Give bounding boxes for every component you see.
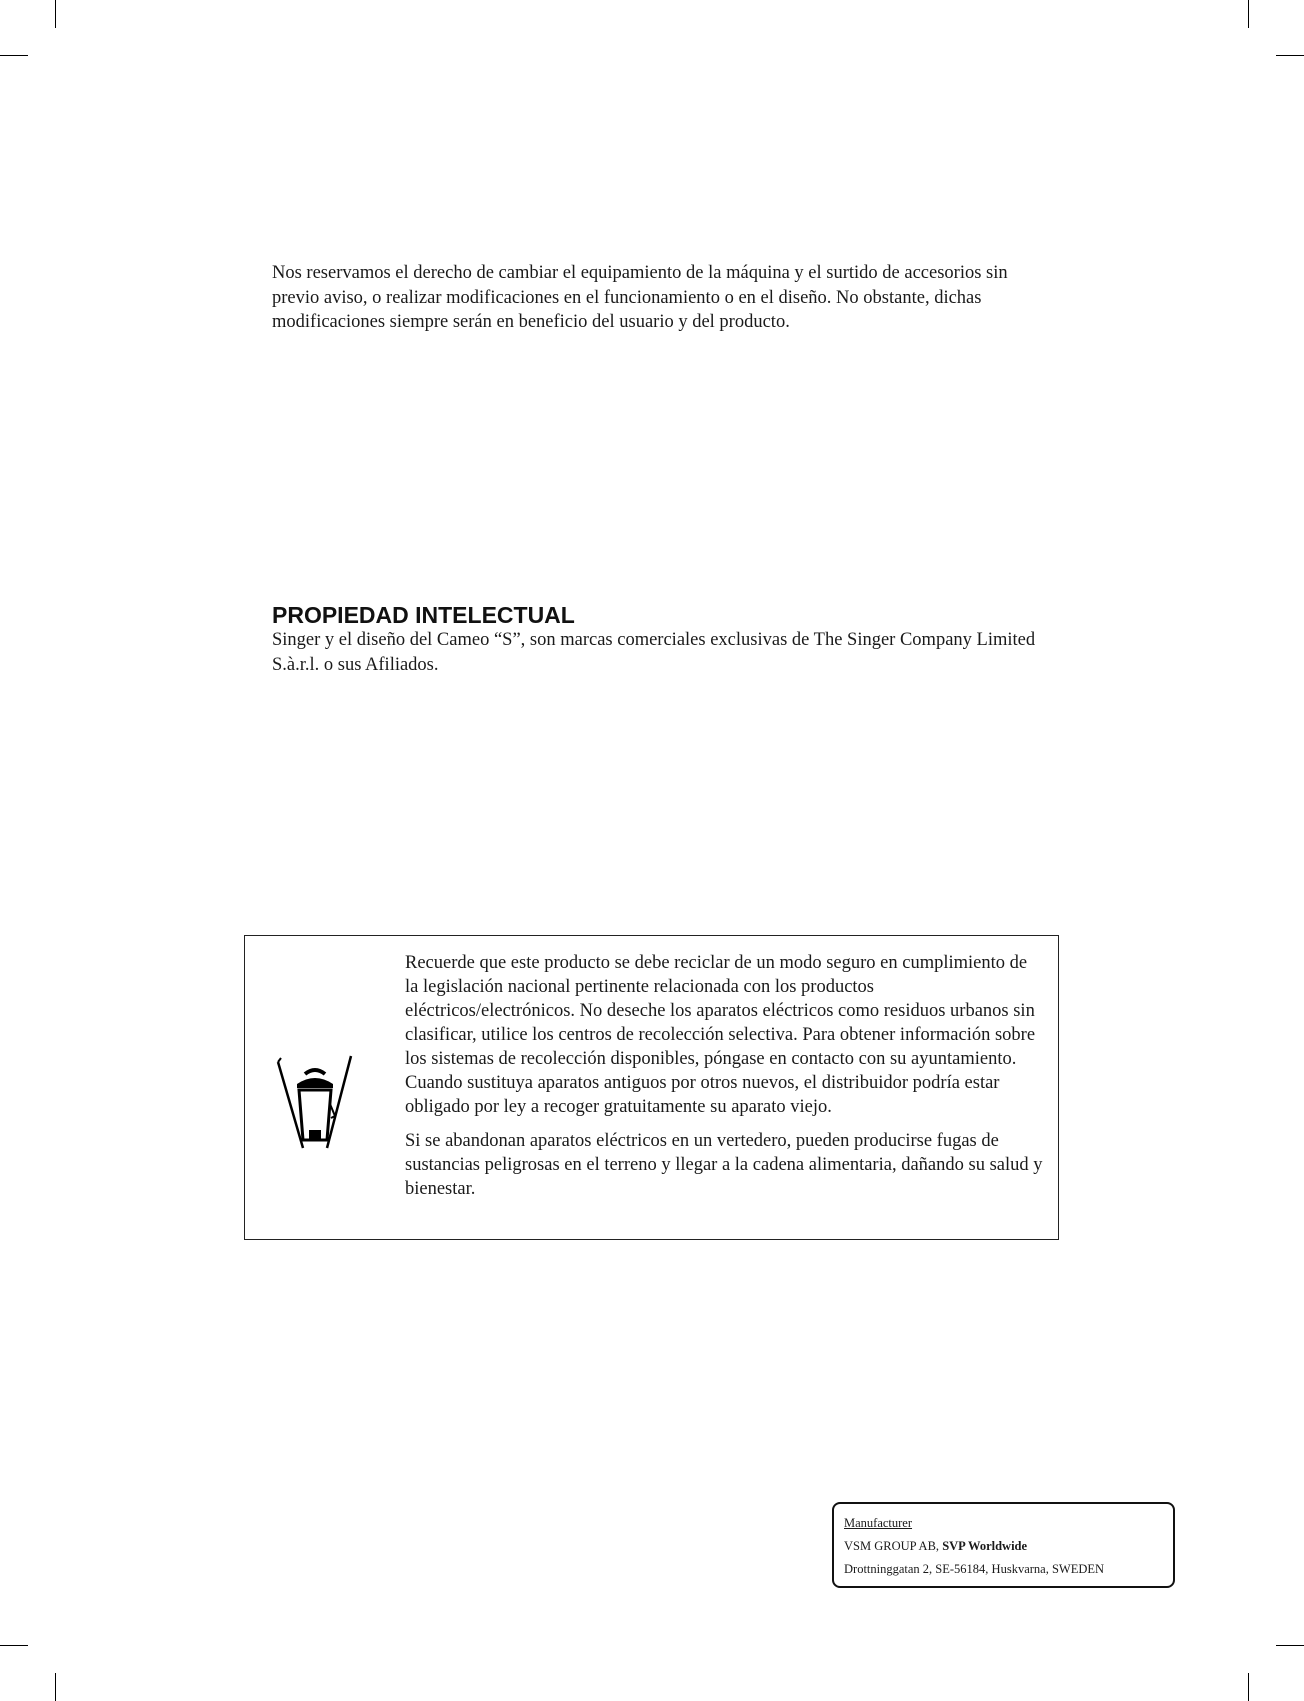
recycling-paragraph-1: Recuerde que este producto se debe reciclar de un modo seguro en cumplimiento de la legislación nacional pertinente relacionada con los productos eléctricos/electrónicos. No deseche los aparatos eléctricos como residuos urbanos sin clasificar, utilice los centros de recolección selectiva. Para obtener información sobre los sistemas de recolección disponibles, póngase en contacto con su ayuntamiento. Cuando sustituya aparatos antiguos por otros nuevos, el distribuidor podría estar obligado por ley a recoger gratuitamente su aparato viejo. — [405, 953, 1036, 1117]
intellectual-property-text: Singer y el diseño del Cameo “S”, son marcas comerciales exclusivas de The Singer Company Limited S.à.r.l. o sus Afiliados. — [272, 630, 1036, 675]
crop-mark-bottom-right-vertical — [1248, 1673, 1249, 1701]
crop-mark-top-left-horizontal — [0, 55, 28, 56]
crop-mark-top-left-vertical — [55, 0, 56, 28]
modification-notice: Nos reservamos el derecho de cambiar el equipamiento de la máquina y el surtido de accesorios sin previo aviso, o realizar modificaciones en el funcionamiento o en el diseño. No obstante, dichas modificaciones siempre serán en beneficio del usuario y del producto. — [272, 263, 1008, 332]
crop-mark-bottom-left-horizontal — [0, 1645, 28, 1646]
recycling-notice-box — [244, 935, 1059, 1240]
intellectual-property-heading: PROPIEDAD INTELECTUAL — [272, 602, 575, 628]
manufacturer-brand: SVP Worldwide — [942, 1539, 1028, 1553]
manufacturer-company: VSM GROUP AB, — [844, 1539, 940, 1553]
crop-mark-top-right-vertical — [1248, 0, 1249, 28]
manufacturer-info-box — [832, 1502, 1175, 1588]
recycling-paragraph-2: Si se abandonan aparatos eléctricos en un vertedero, pueden producirse fugas de sustancias peligrosas en el terreno y llegar a la cadena alimentaria, dañando su salud y bienestar. — [405, 1131, 1043, 1199]
crop-mark-top-right-horizontal — [1276, 55, 1304, 56]
crossed-out-wheelie-bin-icon — [275, 1054, 355, 1152]
crop-mark-bottom-right-horizontal — [1276, 1645, 1304, 1646]
manufacturer-label: Manufacturer — [844, 1516, 913, 1530]
manufacturer-company-line — [844, 1535, 1173, 1558]
manufacturer-address: Drottninggatan 2, SE-56184, Huskvarna, SWEDEN — [844, 1562, 1105, 1576]
recycling-text — [405, 951, 1045, 1211]
crop-mark-bottom-left-vertical — [55, 1673, 56, 1701]
